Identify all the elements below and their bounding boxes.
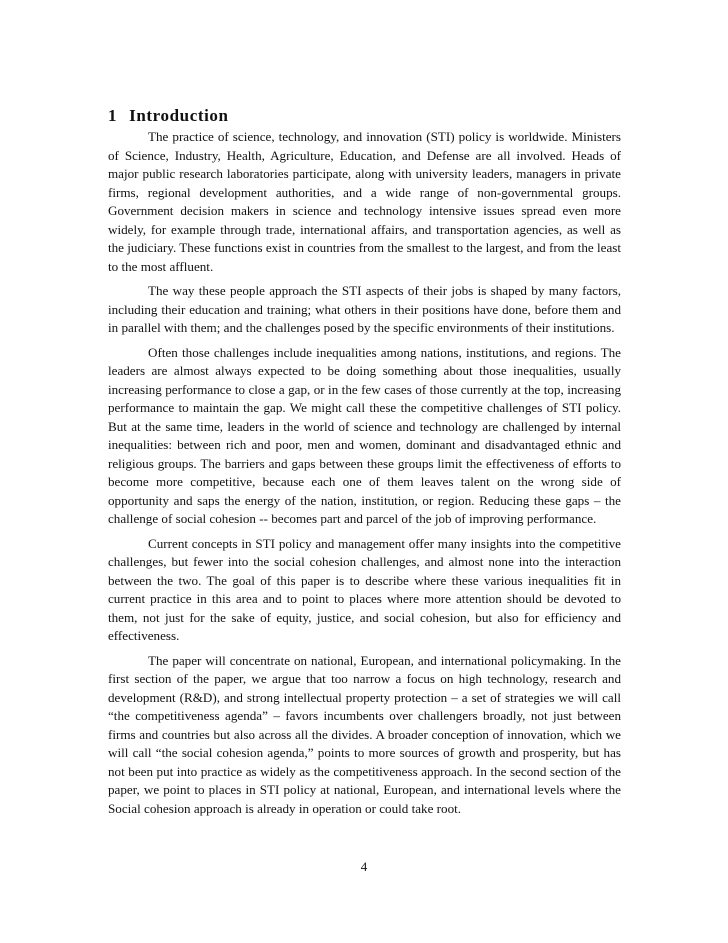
- paragraph-5: The paper will concentrate on national, European, and international policymaking. In the first section of the paper, we argue that too narrow a focus on high technology, research and development (R&D), and strong intellectual property protection – a set of strategies we will call “the competitiveness agenda” – favors incumbents over challengers broadly, not just between firms and countries but also across all the divides. A broader conception of innovation, which we will call “the social cohesion agenda,” points to more sources of growth and prosperity, but has not been put into practice as widely as the competitiveness approach. In the second section of the paper, we point to places in STI policy at national, European, and international levels where the Social cohesion approach is already in operation or could take root.: [108, 652, 621, 816]
- paragraph-3: Often those challenges include inequalities among nations, institutions, and regions. The leaders are almost always expected to be doing something about those inequalities, usually increasing performance to close a gap, or in the few cases of those currently at the top, increasing performance to maintain the gap. We might call these the competitive challenges of STI policy. But at the same time, leaders in the world of science and technology are challenged by internal inequalities: between rich and poor, men and women, dominant and disadvantaged ethnic and religious groups. The barriers and gaps between these groups limit the effectiveness of efforts to become more competitive, because each one of them leaves talent on the wrong side of opportunity and saps the energy of the nation, institution, or region. Reducing these gaps – the challenge of social cohesion -- becomes part and parcel of the job of improving performance.: [108, 344, 621, 526]
- paragraph-2: The way these people approach the STI aspects of their jobs is shaped by many factors, including their education and training; what others in their positions have done, before them and in parallel with them; and the challenges posed by the specific environments of their institutions.: [108, 283, 621, 335]
- body-text: [108, 128, 621, 824]
- section-title: Introduction: [129, 106, 229, 125]
- section-heading: [108, 106, 229, 126]
- paragraph-4: Current concepts in STI policy and management offer many insights into the competitive challenges, but fewer into the social cohesion challenges, and almost none into the interaction between the two. The goal of this paper is to describe where these various inequalities fit in current practice in this area and to point to places where more attention should be devoted to them, not just for the sake of equity, justice, and social cohesion, but also for efficiency and effectiveness.: [108, 535, 621, 643]
- section-number: 1: [108, 106, 118, 125]
- page-number: 4: [360, 859, 368, 874]
- paragraph-1: The practice of science, technology, and innovation (STI) policy is worldwide. Ministers of Science, Industry, Health, Agriculture, Education, and Defense are all involved. Heads of major public research laboratories participate, along with university leaders, managers in private firms, regional development authorities, and a wide range of non-governmental groups. Government decision makers in science and technology intensive issues spread even more widely, for example through trade, international affairs, and transportation agencies, as well as the judiciary. These functions exist in countries from the smallest to the largest, and from the least to the most affluent.: [108, 129, 621, 274]
